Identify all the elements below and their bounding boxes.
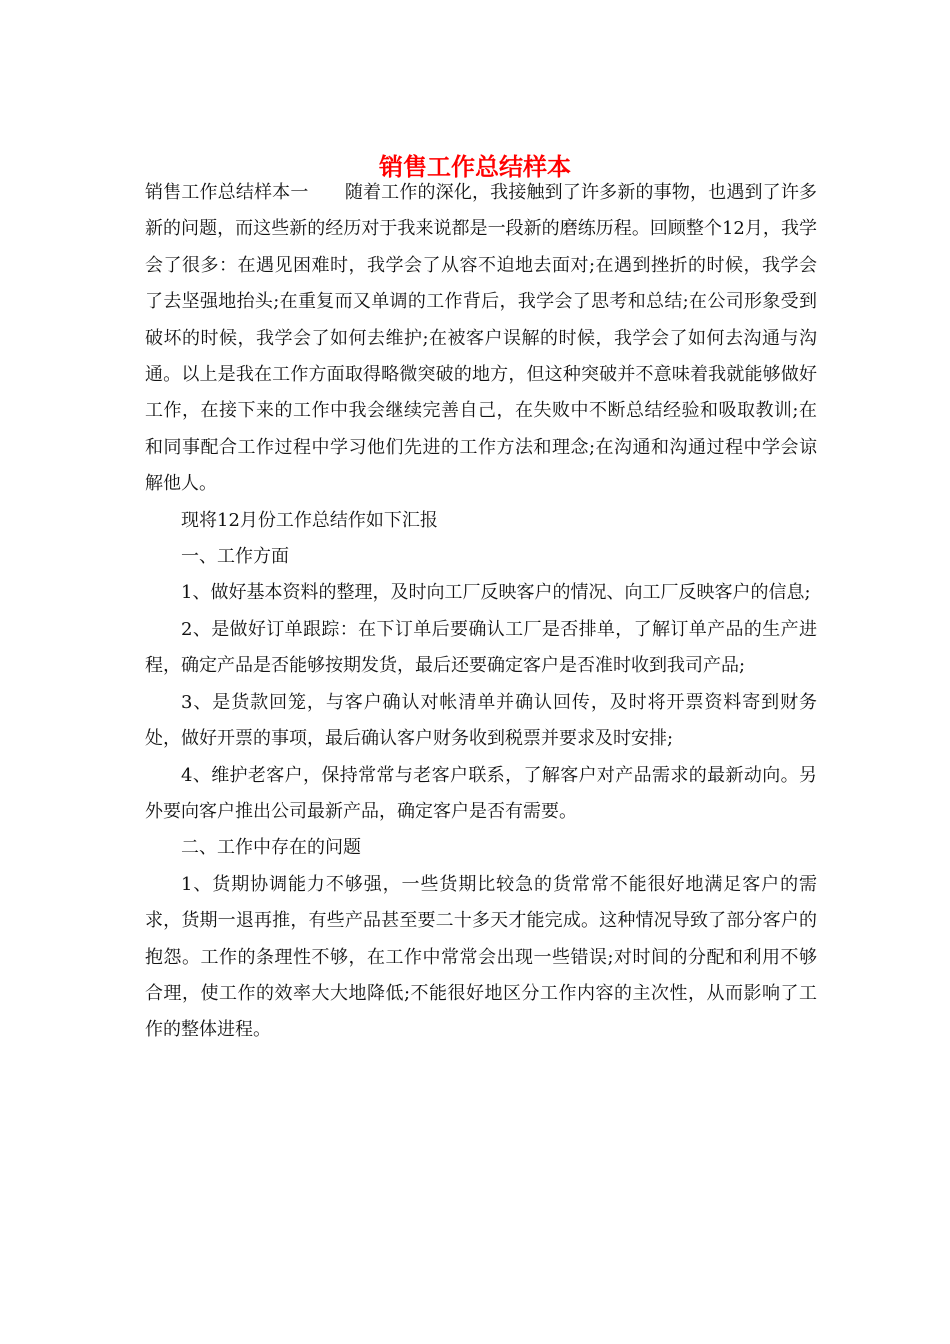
section-heading-problems: 二、工作中存在的问题	[181, 837, 361, 859]
paragraph-report-lead: 现将12月份工作总结作如下汇报	[181, 509, 438, 531]
paragraph-item-2: 2、是做好订单跟踪：在下订单后要确认工厂是否排单，了解订单产品的生产进程，确定产品是否能够按期发货，最后还要确定客户是否准时收到我司产品;	[145, 618, 817, 677]
section-heading-work: 一、工作方面	[181, 546, 289, 568]
paragraph-item-4: 4、维护老客户，保持常常与老客户联系，了解客户对产品需求的最新动向。另外要向客户推出公司最新产品，确定客户是否有需要。	[145, 764, 817, 822]
paragraph-item-1: 1、做好基本资料的整理，及时向工厂反映客户的情况、向工厂反映客户的信息;	[181, 582, 811, 604]
paragraph-problem-1: 1、货期协调能力不够强，一些货期比较急的货常常不能很好地满足客户的需求，货期一退再推，有些产品甚至要二十多天才能完成。这种情况导致了部分客户的抱怨。工作的条理性不够，在工作中常常会出现一些错误;对时间的分配和利用不够合理，使工作的效率大大地降低;不能很好地区分工作内容的主次性，从而影响了工作的整体进程。	[145, 873, 817, 1041]
document-body	[145, 175, 817, 1049]
document-title: 销售工作总结样本	[379, 152, 571, 181]
paragraph-item-3: 3、是货款回笼，与客户确认对帐清单并确认回传，及时将开票资料寄到财务处，做好开票的事项，最后确认客户财务收到税票并要求及时安排;	[145, 691, 817, 750]
paragraph-intro: 销售工作总结样本一 随着工作的深化，我接触到了许多新的事物，也遇到了许多新的问题，而这些新的经历对于我来说都是一段新的磨练历程。回顾整个12月，我学会了很多：在遇见困难时，我学会了从容不迫地去面对;在遇到挫折的时候，我学会了去坚强地抬头;在重复而又单调的工作背后，我学会了思考和总结;在公司形象受到破坏的时候，我学会了如何去维护;在被客户误解的时候，我学会了如何去沟通与沟通。以上是我在工作方面取得略微突破的地方，但这种突破并不意味着我就能够做好工作，在接下来的工作中我会继续完善自己，在失败中不断总结经验和吸取教训;在和同事配合工作过程中学习他们先进的工作方法和理念;在沟通和沟通过程中学会谅解他人。	[145, 182, 817, 495]
